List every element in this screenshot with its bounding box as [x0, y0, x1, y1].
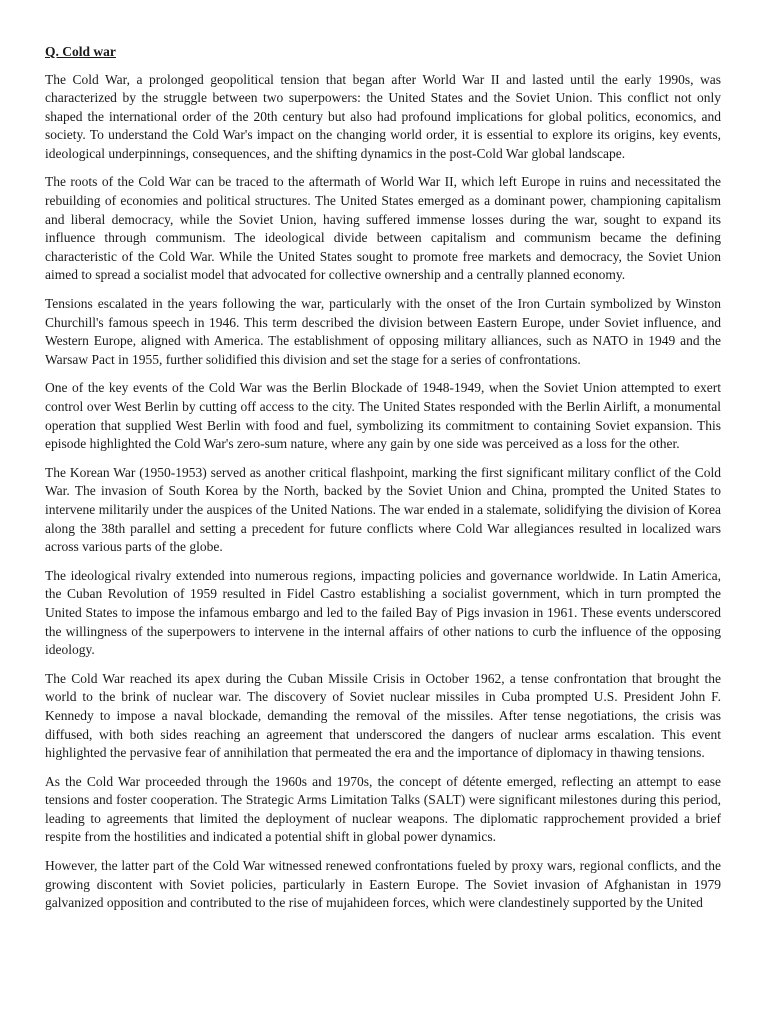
- paragraph-cuban-missile-crisis: The Cold War reached its apex during the Cuban Missile Crisis in October 1962, a tense confrontation that brought the world to the brink of nuclear war. The discovery of Soviet nuclear missiles in Cuba prompted U.S. President John F. Kennedy to impose a naval blockade, demanding the removal of the missiles. After tense negotiations, the crisis was diffused, with both sides reaching an agreement that underscored the dangers of nuclear arms escalation. This event highlighted the pervasive fear of annihilation that permeated the era and the importance of diplomacy in thawing tensions.: [45, 670, 721, 761]
- paragraph-renewed-confrontations: However, the latter part of the Cold War witnessed renewed confrontations fueled by proxy wars, regional conflicts, and the growing discontent with Soviet policies, particularly in Eastern Europe. The Soviet invasion of Afghanistan in 1979 galvanized opposition and contributed to the rise of mujahideen forces, which were clandestinely supported by the United: [45, 858, 721, 911]
- paragraph-detente: As the Cold War proceeded through the 1960s and 1970s, the concept of détente emerged, reflecting an attempt to ease tensions and foster cooperation. The Strategic Arms Limitation Talks (SALT) were significant milestones during this period, leading to agreements that limited the deployment of nuclear weapons. The diplomatic rapprochement provided a brief respite from the hostilities and indicated a potential shift in global power dynamics.: [45, 773, 721, 845]
- paragraph-iron-curtain: Tensions escalated in the years following the war, particularly with the onset of the Iron Curtain symbolized by Winston Churchill's famous speech in 1946. This term described the division between Eastern Europe, under Soviet influence, and Western Europe, aligned with America. The establishment of opposing military alliances, such as NATO in 1949 and the Warsaw Pact in 1955, further solidified this division and set the stage for a series of confrontations.: [45, 296, 721, 367]
- paragraph-intro: The Cold War, a prolonged geopolitical tension that began after World War II and lasted until the early 1990s, was characterized by the struggle between two superpowers: the United States and the Soviet Union. This conflict not only shaped the international order of the 20th century but also had profound implications for global politics, economics, and society. To understand the Cold War's impact on the changing world order, it is essential to explore its origins, key events, ideological underpinnings, consequences, and the shifting dynamics in the post-Cold War global landscape.: [45, 71, 721, 161]
- paragraph-roots: The roots of the Cold War can be traced to the aftermath of World War II, which left Europe in ruins and necessitated the rebuilding of economies and political structures. The United States emerged as a dominant power, championing capitalism and liberal democracy, while the Soviet Union, having suffered immense losses during the war, sought to expand its influence through communism. The ideological divide between capitalism and communism became the defining characteristic of the Cold War. While the United States sought to promote free markets and democracy, the Soviet Union aimed to spread a socialist model that advocated for collective ownership and a centrally planned economy.: [45, 174, 721, 283]
- question-heading: Q. Cold war: [45, 44, 116, 59]
- paragraph-berlin-blockade: One of the key events of the Cold War was the Berlin Blockade of 1948-1949, when the Soviet Union attempted to exert control over West Berlin by cutting off access to the city. The United States responded with the Berlin Airlift, a monumental operation that supplied West Berlin with food and fuel, symbolizing its commitment to containing Soviet expansion. This episode highlighted the Cold War's zero-sum nature, where any gain by one side was perceived as a loss for the other.: [45, 380, 721, 452]
- document-page: [45, 43, 721, 923]
- paragraph-korean-war: The Korean War (1950-1953) served as another critical flashpoint, marking the first significant military conflict of the Cold War. The invasion of South Korea by the North, backed by the Soviet Union and China, prompted the United States to intervene militarily under the auspices of the United Nations. The war ended in a stalemate, solidifying the division of Korea along the 38th parallel and setting a precedent for future conflicts where Cold War allegiances resulted in localized wars across various parts of the globe.: [45, 464, 721, 555]
- paragraph-ideological-rivalry: The ideological rivalry extended into numerous regions, impacting policies and governance worldwide. In Latin America, the Cuban Revolution of 1959 resulted in Fidel Castro establishing a socialist government, which in turn prompted the United States to impose the infamous embargo and led to the failed Bay of Pigs invasion in 1961. These events underscored the willingness of the superpowers to intervene in the internal affairs of other nations to curb the influence of the opposing ideology.: [45, 567, 721, 658]
